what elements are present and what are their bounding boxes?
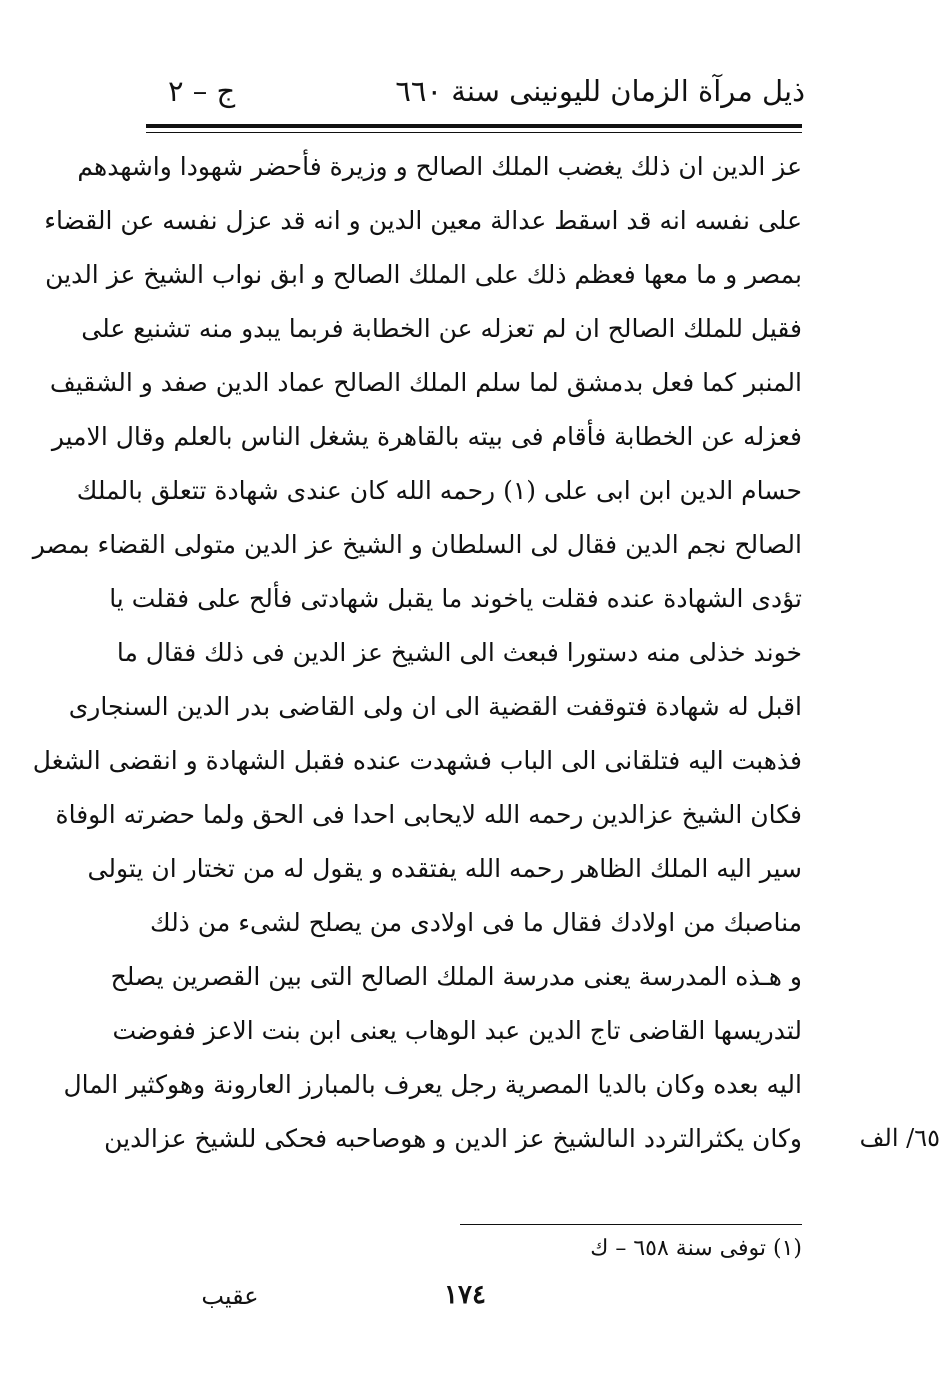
footnote: (١) توفى سنة ٦٥٨ – ك — [590, 1236, 802, 1261]
page-number: ١٧٤ — [444, 1280, 486, 1310]
text-line: تؤدى الشهادة عنده فقلت ياخوند ما يقبل شهادتى فألح على فقلت يا — [109, 584, 802, 613]
text-line: عز الدين ان ذلك يغضب الملك الصالح و وزيرة فأحضر شهودا واشهدهم — [77, 152, 802, 181]
body-text — [32, 140, 802, 1166]
text-line: بمصر و ما معها فعظم ذلك على الملك الصالح و ابق نواب الشيخ عز الدين — [45, 260, 802, 289]
footnote-rule — [460, 1224, 802, 1225]
text-line: اليه بعده وكان بالديا المصرية رجل يعرف بالمبارز العارونة وهوكثير المال — [63, 1070, 802, 1099]
text-line: فعزله عن الخطابة فأقام فى بيته بالقاهرة يشغل الناس بالعلم وقال الامير — [51, 422, 802, 451]
header-title: ذيل مرآة الزمان لليونينى سنة ٦٦٠ — [395, 74, 805, 108]
text-line: الصالح نجم الدين فقال لى السلطان و الشيخ عز الدين متولى القضاء بمصر — [32, 530, 802, 559]
header-rule-thin — [146, 132, 802, 133]
catchword: عقيب — [201, 1282, 259, 1310]
text-line: سير اليه الملك الظاهر رحمه الله يفتقده و يقول له من تختار ان يتولى — [87, 854, 802, 883]
text-line: حسام الدين ابن ابى على (١) رحمه الله كان عندى شهادة تتعلق بالملك — [76, 476, 802, 505]
text-line: لتدريسها القاضى تاج الدين عبد الوهاب يعنى ابن بنت الاعز ففوضت — [112, 1016, 802, 1045]
header-rule-thick — [146, 124, 802, 128]
running-header — [150, 70, 805, 126]
text-line: اقبل له شهادة فتوقفت القضية الى ان ولى القاضى بدر الدين السنجارى — [68, 692, 802, 721]
text-line: المنبر كما فعل بدمشق لما سلم الملك الصالح عماد الدين صفد و الشقيف — [49, 368, 802, 397]
text-line: خوند خذلى منه دستورا فبعث الى الشيخ عز الدين فى ذلك فقال ما — [116, 638, 802, 667]
text-line: وكان يكثرالتردد الىالشيخ عز الدين و هوصاحبه فحكى للشيخ عزالدين — [104, 1124, 802, 1153]
text-line: فكان الشيخ عزالدين رحمه الله لايحابى احدا فى الحق ولما حضرته الوفاة — [55, 800, 802, 829]
text-line: فقيل للملك الصالح ان لم تعزله عن الخطابة فربما يبدو منه تشنيع على — [81, 314, 802, 343]
text-line: مناصبك من اولادك فقال ما فى اولادى من يصلح لشىء من ذلك — [150, 908, 802, 937]
text-line: و هـذه المدرسة يعنى مدرسة الملك الصالح التى بين القصرين يصلح — [110, 962, 802, 991]
margin-folio-note: ٦٥/ الف — [859, 1124, 940, 1152]
text-line: فذهبت اليه فتلقانى الى الباب فشهدت عنده فقبل الشهادة و انقضى الشغل — [32, 746, 802, 775]
volume-number: ج – ٢ — [168, 74, 236, 108]
text-line: على نفسه انه قد اسقط عدالة معين الدين و انه قد عزل نفسه عن القضاء — [44, 206, 802, 235]
